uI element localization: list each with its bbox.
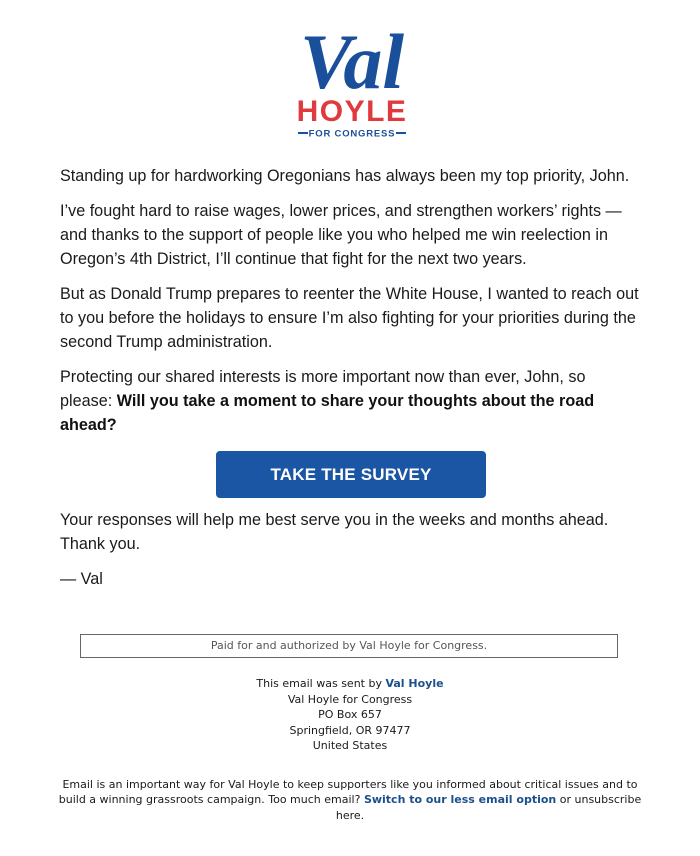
take-survey-button[interactable]: TAKE THE SURVEY [216,451,486,498]
email-footer [50,676,650,823]
signoff: — Val [60,570,103,588]
notice-text: Email is an important way for Val Hoyle to keep supporters like you informed about critical issues and to build a winning grassroots campaign. Too much email? [58,777,638,806]
paragraph-4 [60,365,642,437]
paragraph-1: Standing up for hardworking Oregonians has always been my top priority, John. [60,167,630,185]
email-notice [50,777,650,824]
paragraph-4-bold-question: Will you take a moment to share your thoughts about the road ahead? [60,392,595,434]
po-box: PO Box 657 [318,708,382,721]
paid-for-disclaimer: Paid for and authorized by Val Hoyle for Congress. [80,634,618,658]
logo-val-script: Val [299,18,405,105]
logo-for-congress: FOR CONGRESS [308,128,396,140]
email-body [60,164,642,602]
org-name: Val Hoyle for Congress [287,692,413,706]
country: United States [312,739,388,752]
paragraph-3: But as Donald Trump prepares to reenter the White House, I wanted to reach out to you before the holidays to ensure I’m also fighting for your priorities during the second Trump administration. [60,285,639,351]
unsubscribe-link[interactable]: unsubscribe here [335,793,642,822]
sent-by-text: This email was sent by [256,677,386,690]
sent-by-line [50,676,650,692]
sender-name-link[interactable]: Val Hoyle [385,677,444,690]
logo-hoyle: HOYLE [296,95,408,128]
cta-container [60,451,642,498]
less-email-link[interactable]: Switch to our less email option [363,793,557,806]
val-hoyle-logo [270,10,435,140]
city-state-zip: Springfield, OR 97477 [289,723,411,737]
notice-period: . [360,808,365,822]
paragraph-4-text: Protecting our shared interests is more important now than ever, John, so please: [60,368,586,410]
notice-or: or [556,793,575,806]
paragraph-2: I’ve fought hard to raise wages, lower prices, and strengthen workers’ rights — and thanks to the support of people like you who helped me win reelection in Oregon’s 4th District, I’ll continue that fight for the next two years. [60,202,622,268]
paragraph-5: Your responses will help me best serve you in the weeks and months ahead. Thank you. [60,511,609,553]
